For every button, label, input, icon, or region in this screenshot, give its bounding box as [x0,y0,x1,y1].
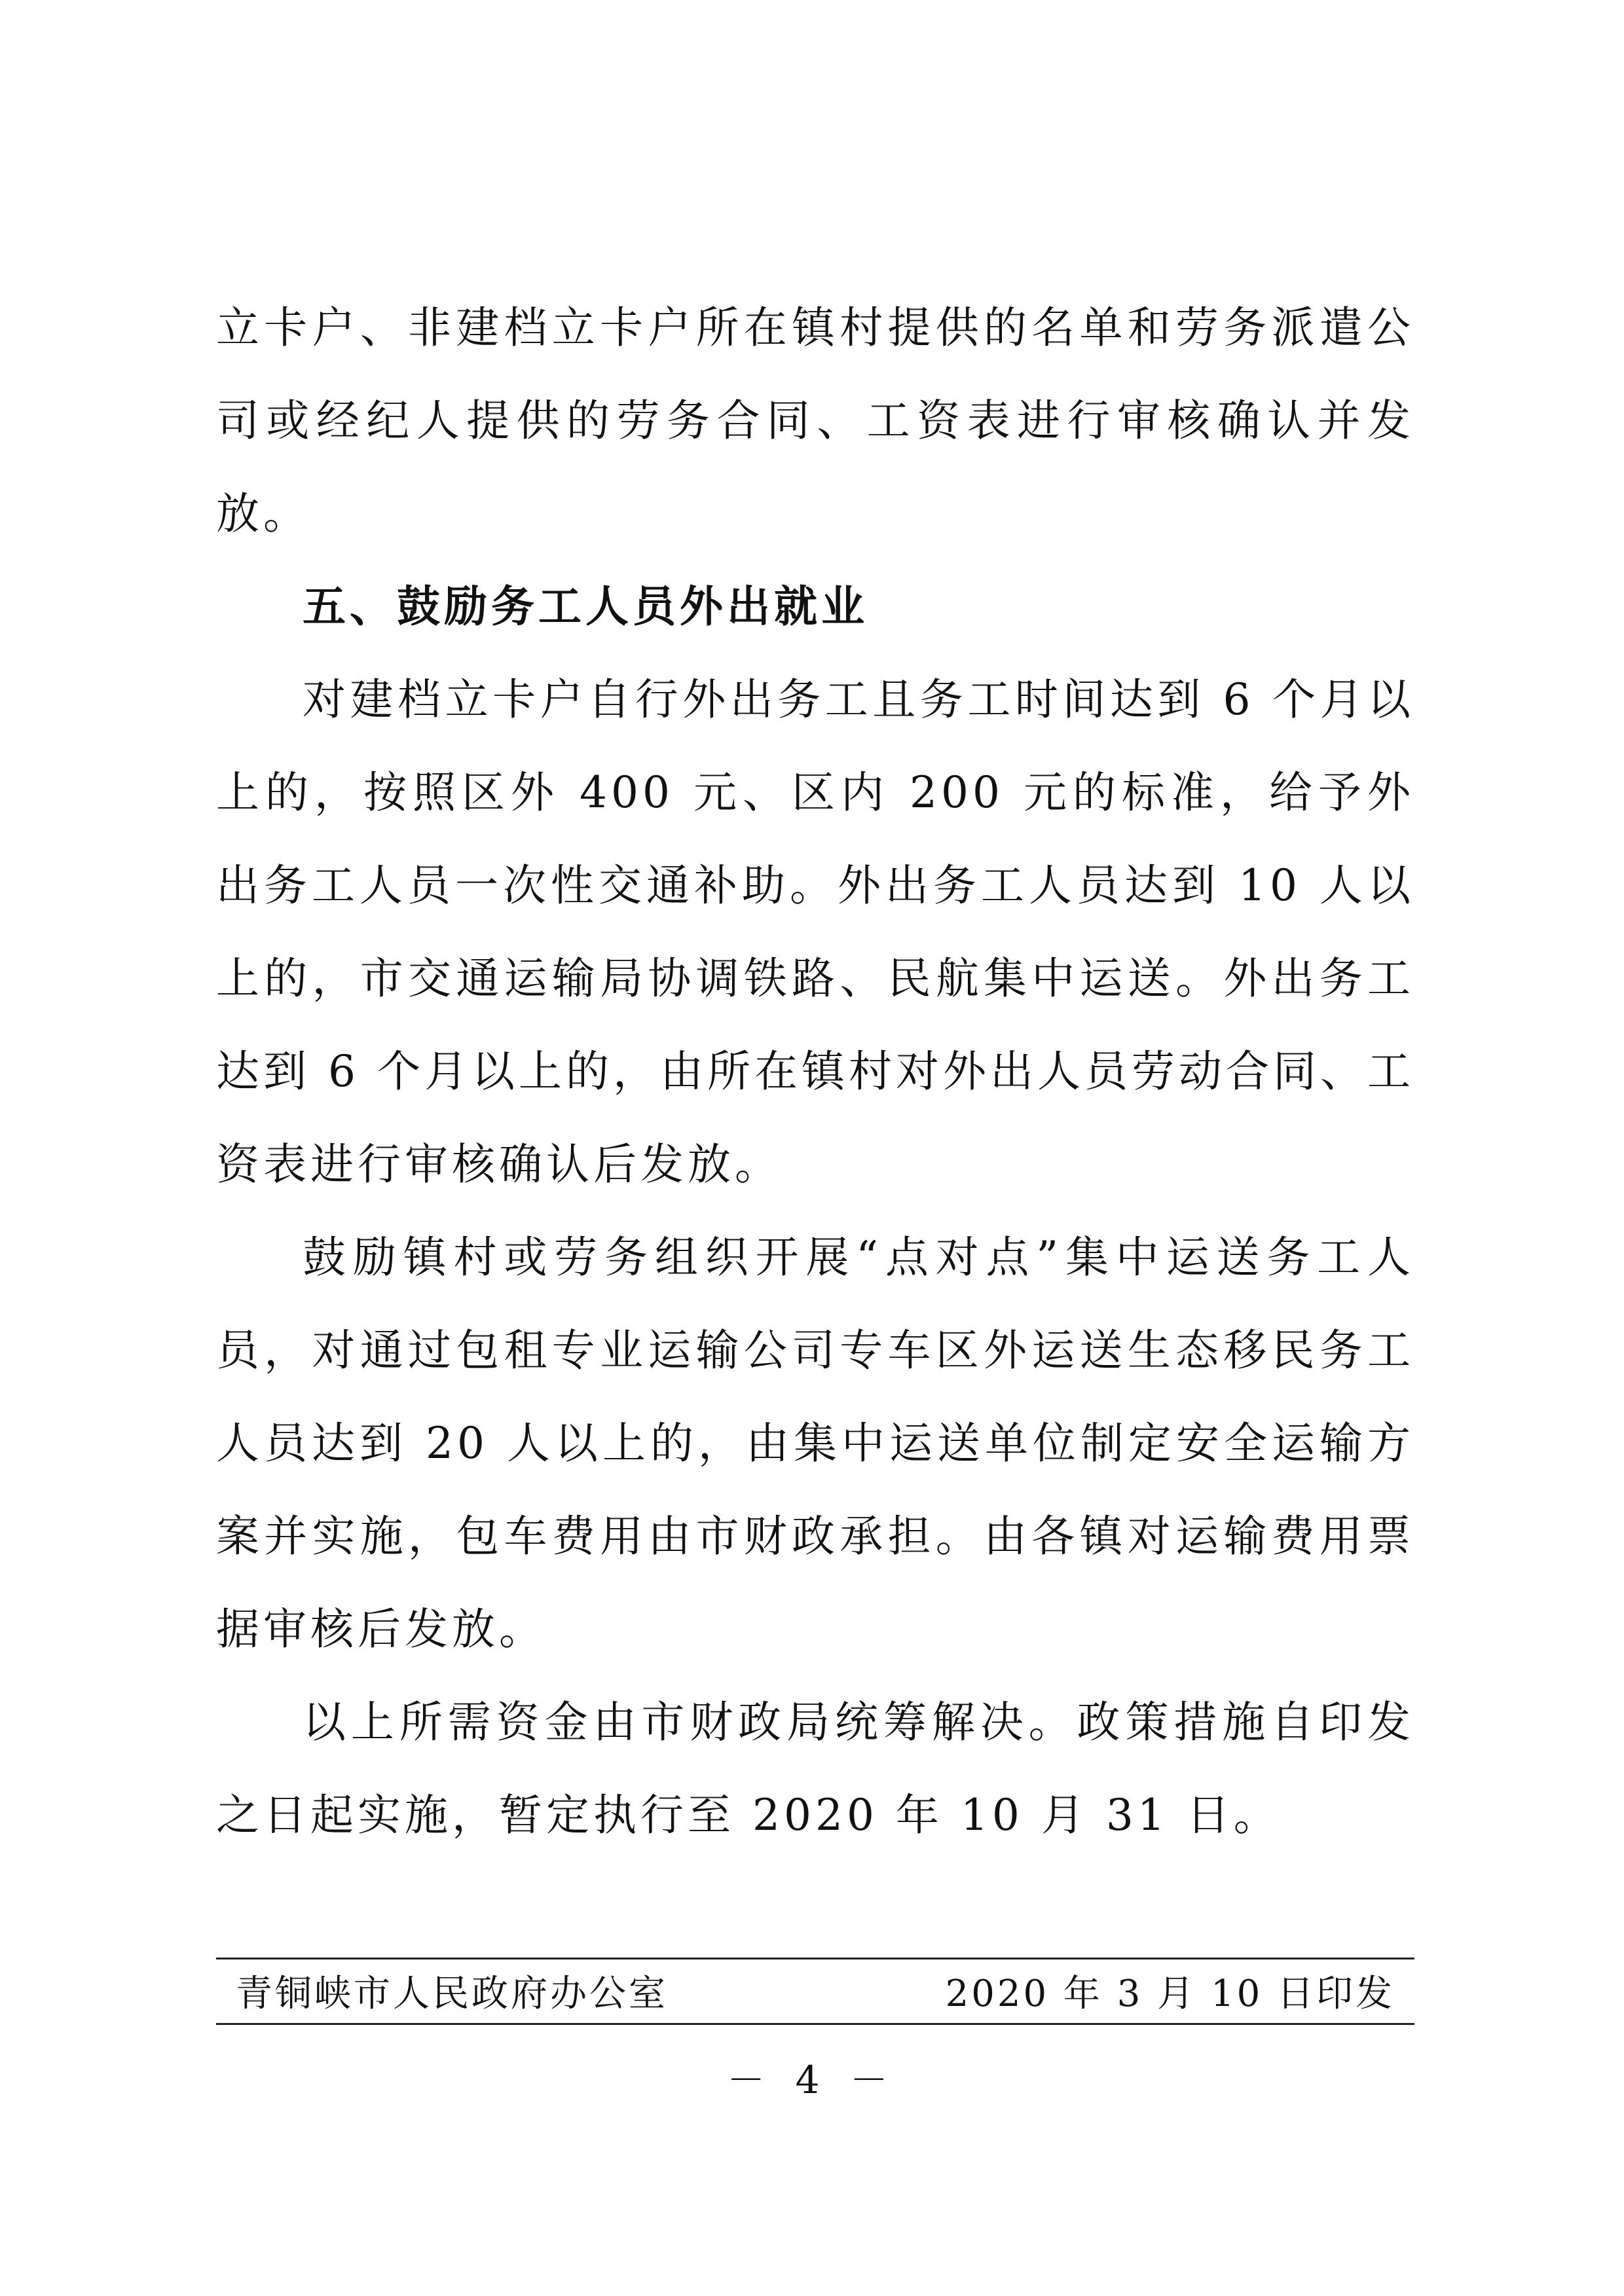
issuer-name: 青铜峡市人民政府办公室 [236,1973,668,2015]
issue-date: 2020 年 3 月 10 日印发 [945,1973,1395,2015]
footer-bottom-rule [216,2023,1414,2025]
footer-top-rule [216,1958,1414,1959]
document-body [216,282,1414,1862]
body-paragraph: 鼓励镇村或劳务组织开展“点对点”集中运送务工人员，对通过包租专业运输公司专车区外运送生态移民务工人员达到 20 人以上的，由集中运送单位制定安全运输方案并实施，包车费用由市财政承担。由各镇对运输费用票据审核后发放。 [216,1232,1414,1654]
section-heading: 五、鼓励务工人员外出就业 [303,581,868,632]
page-number: － 4 － [727,2058,897,2102]
body-paragraph: 对建档立卡户自行外出务工且务工时间达到 6 个月以上的，按照区外 400 元、区内 200 元的标准，给予外出务工人员一次性交通补助。外出务工人员达到 10 人以上的，市交通运输局协调铁路、民航集中运送。外出务工达到 6 个月以上的，由所在镇村对外出人员劳动合同、工资表进行审核确认后发放。 [216,674,1414,1190]
body-paragraph: 以上所需资金由市财政局统筹解决。政策措施自印发之日起实施，暂定执行至 2020 年 10 月 31 日。 [216,1697,1414,1840]
issuance-footer [236,1961,1395,2020]
continuation-paragraph: 立卡户、非建档立卡户所在镇村提供的名单和劳务派遣公司或经纪人提供的劳务合同、工资表进行审核确认并发放。 [216,302,1414,539]
